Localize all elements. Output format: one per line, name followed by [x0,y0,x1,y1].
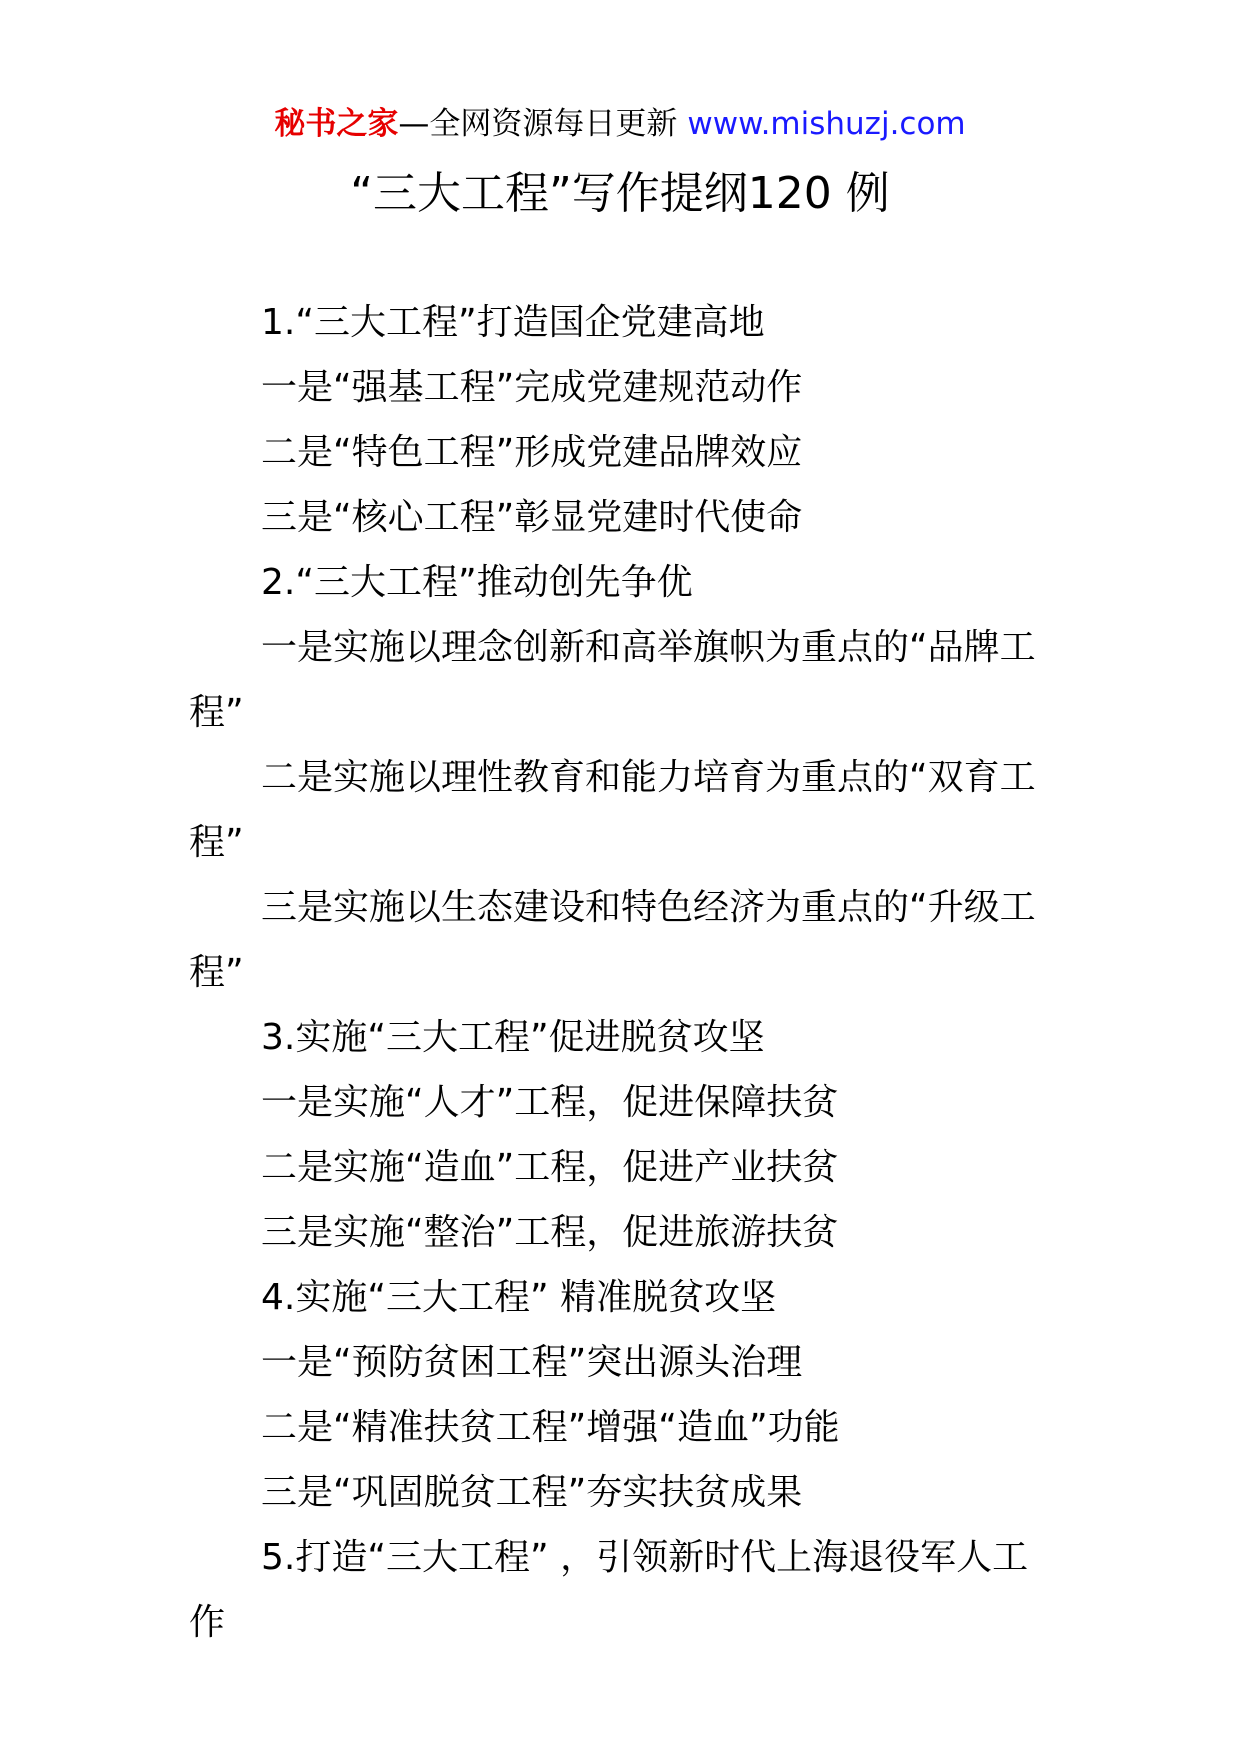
section-item: 三是“核心工程”彰显党建时代使命 [261,497,803,538]
header-tagline: —全网资源每日更新 [398,106,678,142]
document-body [189,290,1058,1655]
section-item: 三是实施以生态建设和特色经济为重点的“升级工程” [189,887,1036,993]
document-title: “三大工程”写作提纲120 例 [350,168,890,219]
site-header [0,104,1240,144]
section-item: 一是“强基工程”完成党建规范动作 [261,367,803,408]
brand-name: 秘书之家 [274,106,399,142]
section-heading: 1.“三大工程”打造国企党建高地 [261,302,765,343]
section-item: 三是“巩固脱贫工程”夯实扶贫成果 [261,1472,803,1513]
site-url: www.mishuzj.com [687,106,966,142]
section-heading: 2.“三大工程”推动创先争优 [261,562,693,603]
section-heading: 4.实施“三大工程” 精准脱贫攻坚 [261,1277,777,1318]
section-item: 二是“特色工程”形成党建品牌效应 [261,432,803,473]
section-item: 一是实施以理念创新和高举旗帜为重点的“品牌工程” [189,627,1036,733]
section-item: 二是实施“造血”工程，促进产业扶贫 [261,1147,839,1188]
section-item: 二是“精准扶贫工程”增强“造血”功能 [261,1407,840,1448]
section-item: 二是实施以理性教育和能力培育为重点的“双育工程” [189,757,1036,863]
section-item: 一是实施“人才”工程，促进保障扶贫 [261,1082,839,1123]
section-heading: 3.实施“三大工程”促进脱贫攻坚 [261,1017,765,1058]
section-item: 一是“预防贫困工程”突出源头治理 [261,1342,803,1383]
section-item: 三是实施“整治”工程，促进旅游扶贫 [261,1212,839,1253]
section-heading: 5.打造“三大工程” ，引领新时代上海退役军人工作 [189,1537,1029,1643]
